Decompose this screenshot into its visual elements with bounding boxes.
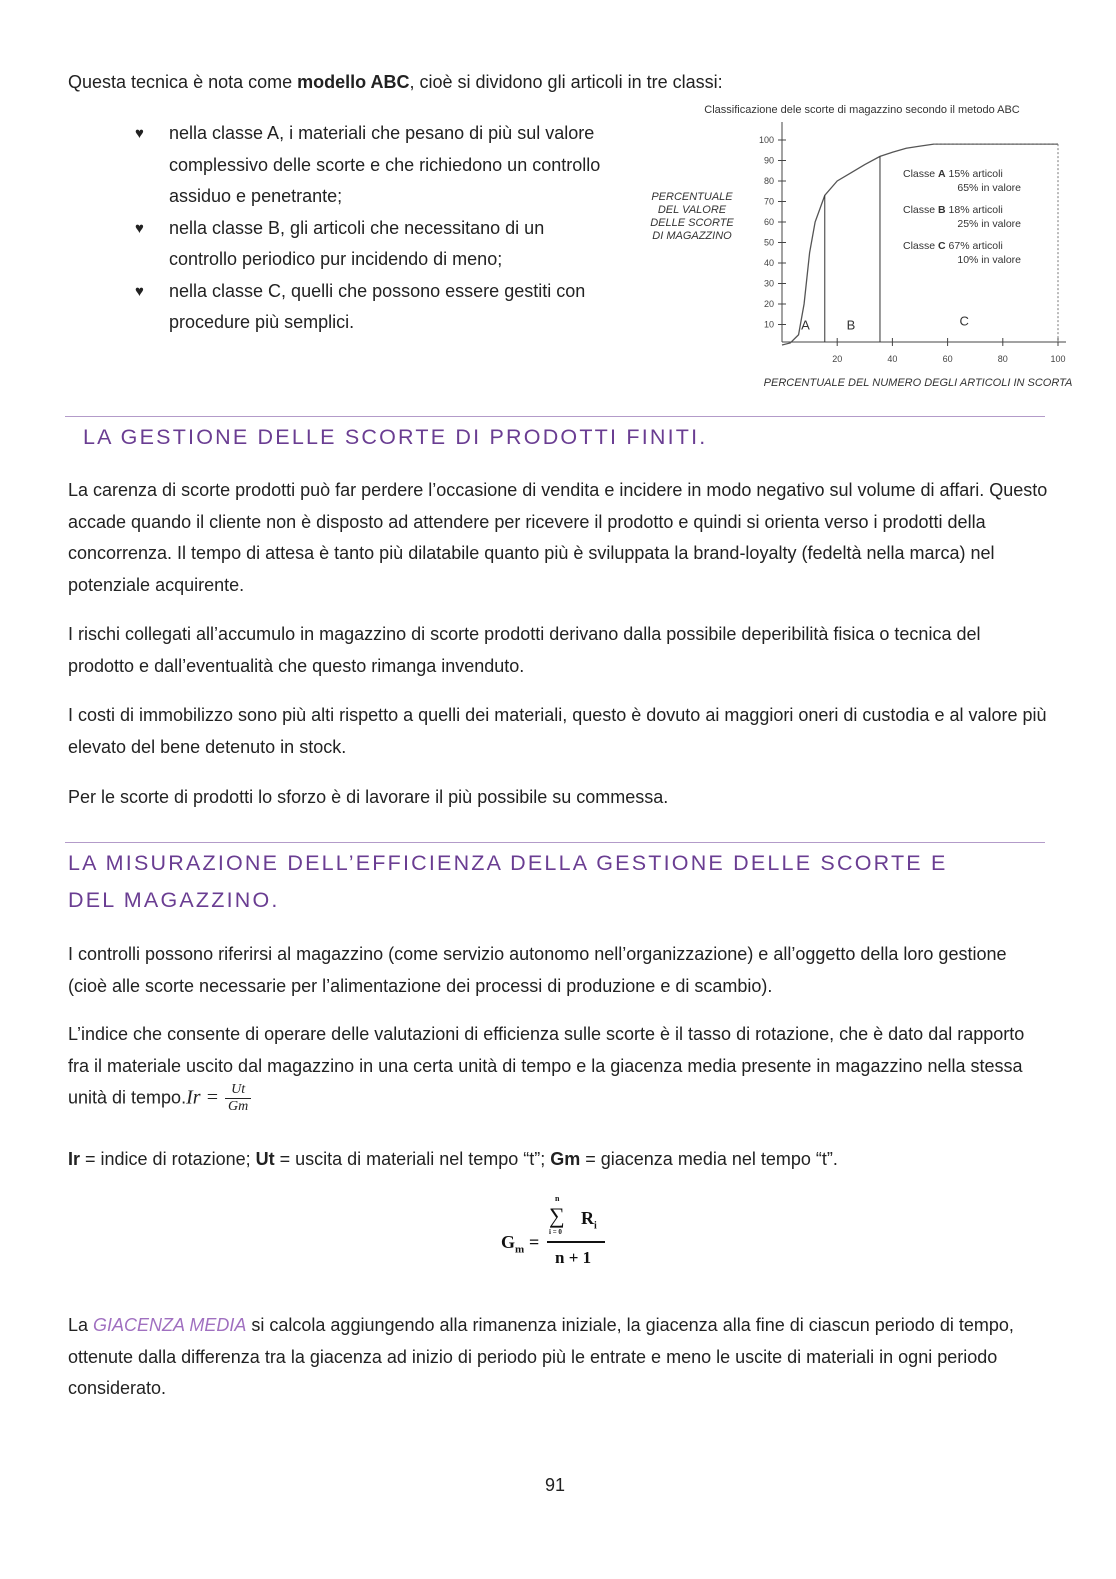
heart-bullet-icon: ♥: [135, 282, 144, 300]
y-axis-label: [650, 191, 734, 242]
paragraph: I controlli possono riferirsi al magazzino (come servizio autonomo nell’organizzazione) e all’oggetto della loro gestione (cioè alle scorte necessarie per l’alimentazione dei processi di produzione e di scambio).: [68, 944, 1007, 996]
legend-value: 10% in valore: [957, 254, 1021, 266]
paragraph: La GIACENZA MEDIA si calcola aggiungendo alla rimanenza iniziale, la giacenza alla fine di ciascun periodo di tempo, ottenute dalla differenza tra la giacenza ad inizio di periodo più le entrate e meno le uscite di materiali in ogni periodo considerato.: [68, 1315, 1014, 1398]
y-axis-label-line: DEL VALORE: [657, 204, 727, 216]
x-tick-label: 20: [832, 354, 843, 364]
x-axis-label: PERCENTUALE DEL NUMERO DEGLI ARTICOLI IN SCORTA: [763, 377, 1073, 389]
y-tick-label: 60: [763, 217, 774, 227]
legend-class-C: Classe C 67% articoli: [903, 240, 1003, 252]
sum-upper-limit: n: [555, 1194, 560, 1203]
heart-bullet-icon: ♥: [135, 125, 144, 142]
page-number: 91: [544, 1475, 566, 1495]
y-tick-label: 50: [763, 237, 774, 248]
y-axis-label-line: PERCENTUALE: [651, 191, 733, 203]
y-tick-label: 90: [763, 155, 774, 166]
formula-fraction: $\frac{Ut}{Gm}$: [225, 1082, 251, 1115]
x-tick-label: 80: [997, 354, 1008, 364]
x-tick-label: 60: [942, 354, 953, 364]
y-tick-label: 100: [758, 135, 774, 145]
chart-title: Classificazione dele scorte di magazzino secondo il metodo ABC: [704, 104, 1020, 116]
formula-lhs: Ir =: [186, 1086, 220, 1109]
fraction-bar: [547, 1241, 605, 1243]
paragraph: I costi di immobilizzo sono più alti rispetto a quelli dei materiali, questo è dovuto ai maggiori oneri di custodia e al valore più elevato del bene detenuto in stock.: [68, 705, 1047, 757]
legend-value: 25% in valore: [957, 218, 1021, 230]
y-axis-label-line: DI MAGAZZINO: [652, 230, 732, 242]
x-tick-label: 40: [887, 354, 898, 364]
y-tick-label: 70: [763, 196, 774, 207]
list-item: ♥ nella classe C, quelli che possono essere gestiti con procedure più semplici.: [135, 276, 615, 339]
region-label-C: C: [959, 313, 969, 329]
gm-lhs: $G_m$: [501, 1232, 525, 1256]
gm-equals: =: [529, 1232, 540, 1252]
paragraph: La carenza di scorte prodotti può far perdere l’occasione di vendita e incidere in modo negativo sul volume di affari. Questo accade quando il cliente non è disposto ad attendere per ricevere il prodotto e quindi si orienta verso i prodotti della concorrenza. Il tempo di attesa è tanto più dilatabile quanto più è sviluppata la brand-loyalty (fedeltà nella marca) nel potenziale acquirente.: [68, 480, 1048, 595]
section-heading: LA MISURAZIONE DELL’EFFICIENZA DELLA GESTIONE DELLE SCORTE E DEL MAGAZZINO.: [68, 851, 948, 912]
y-tick-label: 30: [763, 278, 774, 289]
list-item: ♥ nella classe B, gli articoli che necessitano di un controllo periodico pur incidendo di meno;: [135, 213, 615, 276]
heart-bullet-icon: ♥: [135, 219, 144, 237]
paragraph: Per le scorte di prodotti lo sforzo è di lavorare il più possibile su commessa.: [68, 787, 669, 807]
x-tick-label: 100: [1050, 354, 1066, 364]
y-axis-label-line: DELLE SCORTE: [650, 217, 734, 229]
y-tick-label: 40: [763, 258, 774, 268]
region-label-A: A: [801, 317, 810, 333]
legend-value: 65% in valore: [957, 182, 1021, 194]
gm-denominator: n + 1: [555, 1248, 592, 1267]
sum-lower-limit: i = 0: [549, 1228, 562, 1236]
paragraph: I rischi collegati all’accumulo in magazzino di scorte prodotti derivano dalla possibile deperibilità fisica o tecnica del prodotto e dall’eventualità che questo rimanga invenduto.: [68, 624, 981, 676]
list-item: ♥ nella classe A, i materiali che pesano di più sul valore complessivo delle scorte e che richiedono un controllo assiduo e penetrante;: [135, 118, 615, 213]
paragraph: L’indice che consente di operare delle valutazioni di efficienza sulle scorte è il tasso di rotazione, che è dato dal rapporto fra il materiale uscito dal magazzino in una certa unità di tempo e la giacenza media presente in magazzino nella stessa unità di tempo.Ir = $\frac{Ut}{Gm}$: [68, 1024, 1025, 1114]
divider: [65, 416, 1045, 417]
legend-class-A: Classe A 15% articoli: [903, 168, 1003, 180]
giacenza-media-formula: [497, 1195, 617, 1290]
abc-class-list: [135, 118, 615, 339]
y-tick-label: 10: [763, 319, 774, 330]
abc-chart: [640, 95, 1090, 395]
divider: [65, 842, 1045, 843]
definitions: Ir = indice di rotazione; Ut = uscita di materiali nel tempo “t”; Gm = giacenza media nel tempo “t”.: [68, 1149, 838, 1169]
region-label-B: B: [846, 317, 856, 333]
sum-symbol: ∑: [549, 1203, 565, 1228]
legend-class-B: Classe B 18% articoli: [903, 204, 1003, 216]
intro-paragraph: Questa tecnica è nota come modello ABC, cioè si dividono gli articoli in tre classi:: [68, 72, 723, 92]
section-heading: LA GESTIONE DELLE SCORTE DI PRODOTTI FINITI.: [83, 425, 708, 449]
y-tick-label: 20: [763, 299, 774, 309]
y-tick-label: 80: [763, 176, 774, 186]
sum-term: $R_i$: [581, 1208, 597, 1232]
